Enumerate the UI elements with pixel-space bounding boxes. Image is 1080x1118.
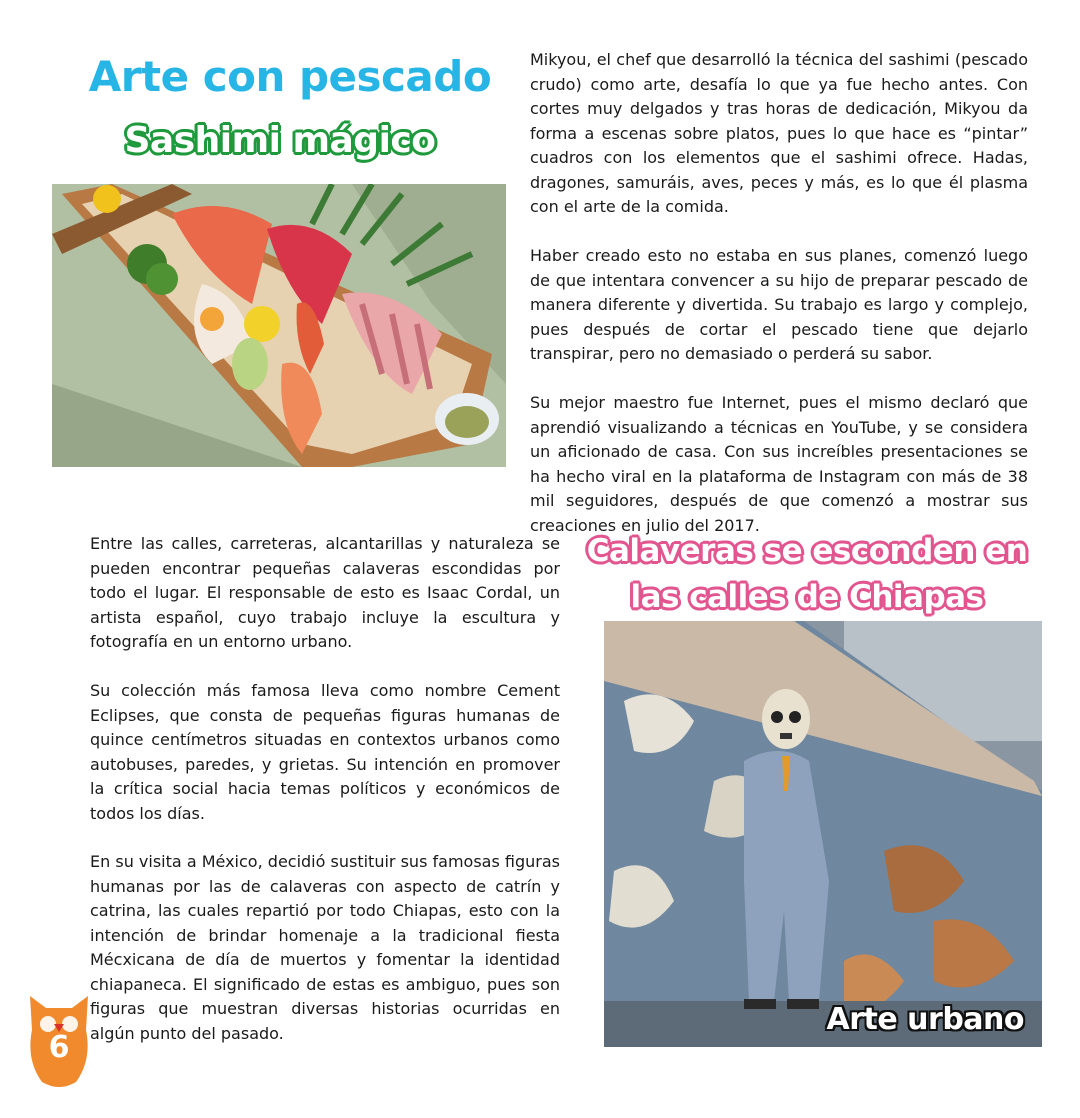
skulls-paragraph-2: Su colección más famosa lleva como nombre Cement Eclipses, que consta de pequeñas figuras humanas de quince centímetros situadas en contextos urbanos como autobuses, paredes, y grietas. Su intención en promover la crítica social hacia temas políticos y económicos de todos los días. [90, 681, 560, 823]
skulls-paragraph-3: En su visita a México, decidió sustituir sus famosas figuras humanas por las de calaveras con aspecto de catrín y catrina, las cuales repartió por todo Chiapas, esto con la intención de brindar homenaje a la tradicional fiesta Mécxicana de día de muertos y fomentar la identidad chiapaneca. El significado de estas es ambiguo, pues son figuras que muestran diversas historias ocurridas en algún punto del pasado. [90, 852, 560, 1043]
article-title-fish-art: Arte con pescado [88, 52, 492, 101]
article-subtitle-sashimi: Sashimi mágico [124, 120, 436, 161]
sashimi-boat-photo [52, 184, 506, 467]
skull-figure-photo [604, 621, 1042, 1047]
fish-art-paragraph-3: Su mejor maestro fue Internet, pues el mismo declaró que aprendió visualizando a técnicas en YouTube, y se considera un aficionado de casa. Con sus increíbles presentaciones se ha hecho viral en la plataforma de Instagram con más de 38 mil seguidores, después de que comenzó a mostrar sus creaciones en julio del 2017. [530, 393, 1028, 535]
skulls-paragraph-1: Entre las calles, carreteras, alcantarillas y naturaleza se pueden encontrar pequeñas calaveras escondidas por todo el lugar. El responsable de esto es Isaac Cordal, un artista español, cuyo trabajo incluye la escultura y fotografía en un entorno urbano. [90, 534, 560, 651]
fish-art-paragraph-1: Mikyou, el chef que desarrolló la técnica del sashimi (pescado crudo) como arte, desafía lo que ya fue hecho antes. Con cortes muy delgados y tras horas de dedicación, Mikyou da forma a escenas sobre platos, pues lo que hace es “pintar” cuadros con los elementos que el sashimi ofrece. Hadas, dragones, samuráis, aves, peces y más, es lo que él plasma con el arte de la comida. [530, 50, 1028, 216]
photo-caption-urban-art: Arte urbano [826, 1002, 1024, 1037]
article-title-skulls: Calaveras se esconden en las calles de Chiapas [586, 533, 1028, 615]
page-number: 6 [48, 1030, 70, 1065]
fish-art-paragraph-2: Haber creado esto no estaba en sus planes, comenzó luego de que intentara convencer a su hijo de preparar pescado de manera diferente y divertida. Su trabajo es largo y complejo, pues después de cortar el pescado tiene que dejarlo transpirar, pero no demasiado o perderá su sabor. [530, 246, 1028, 363]
